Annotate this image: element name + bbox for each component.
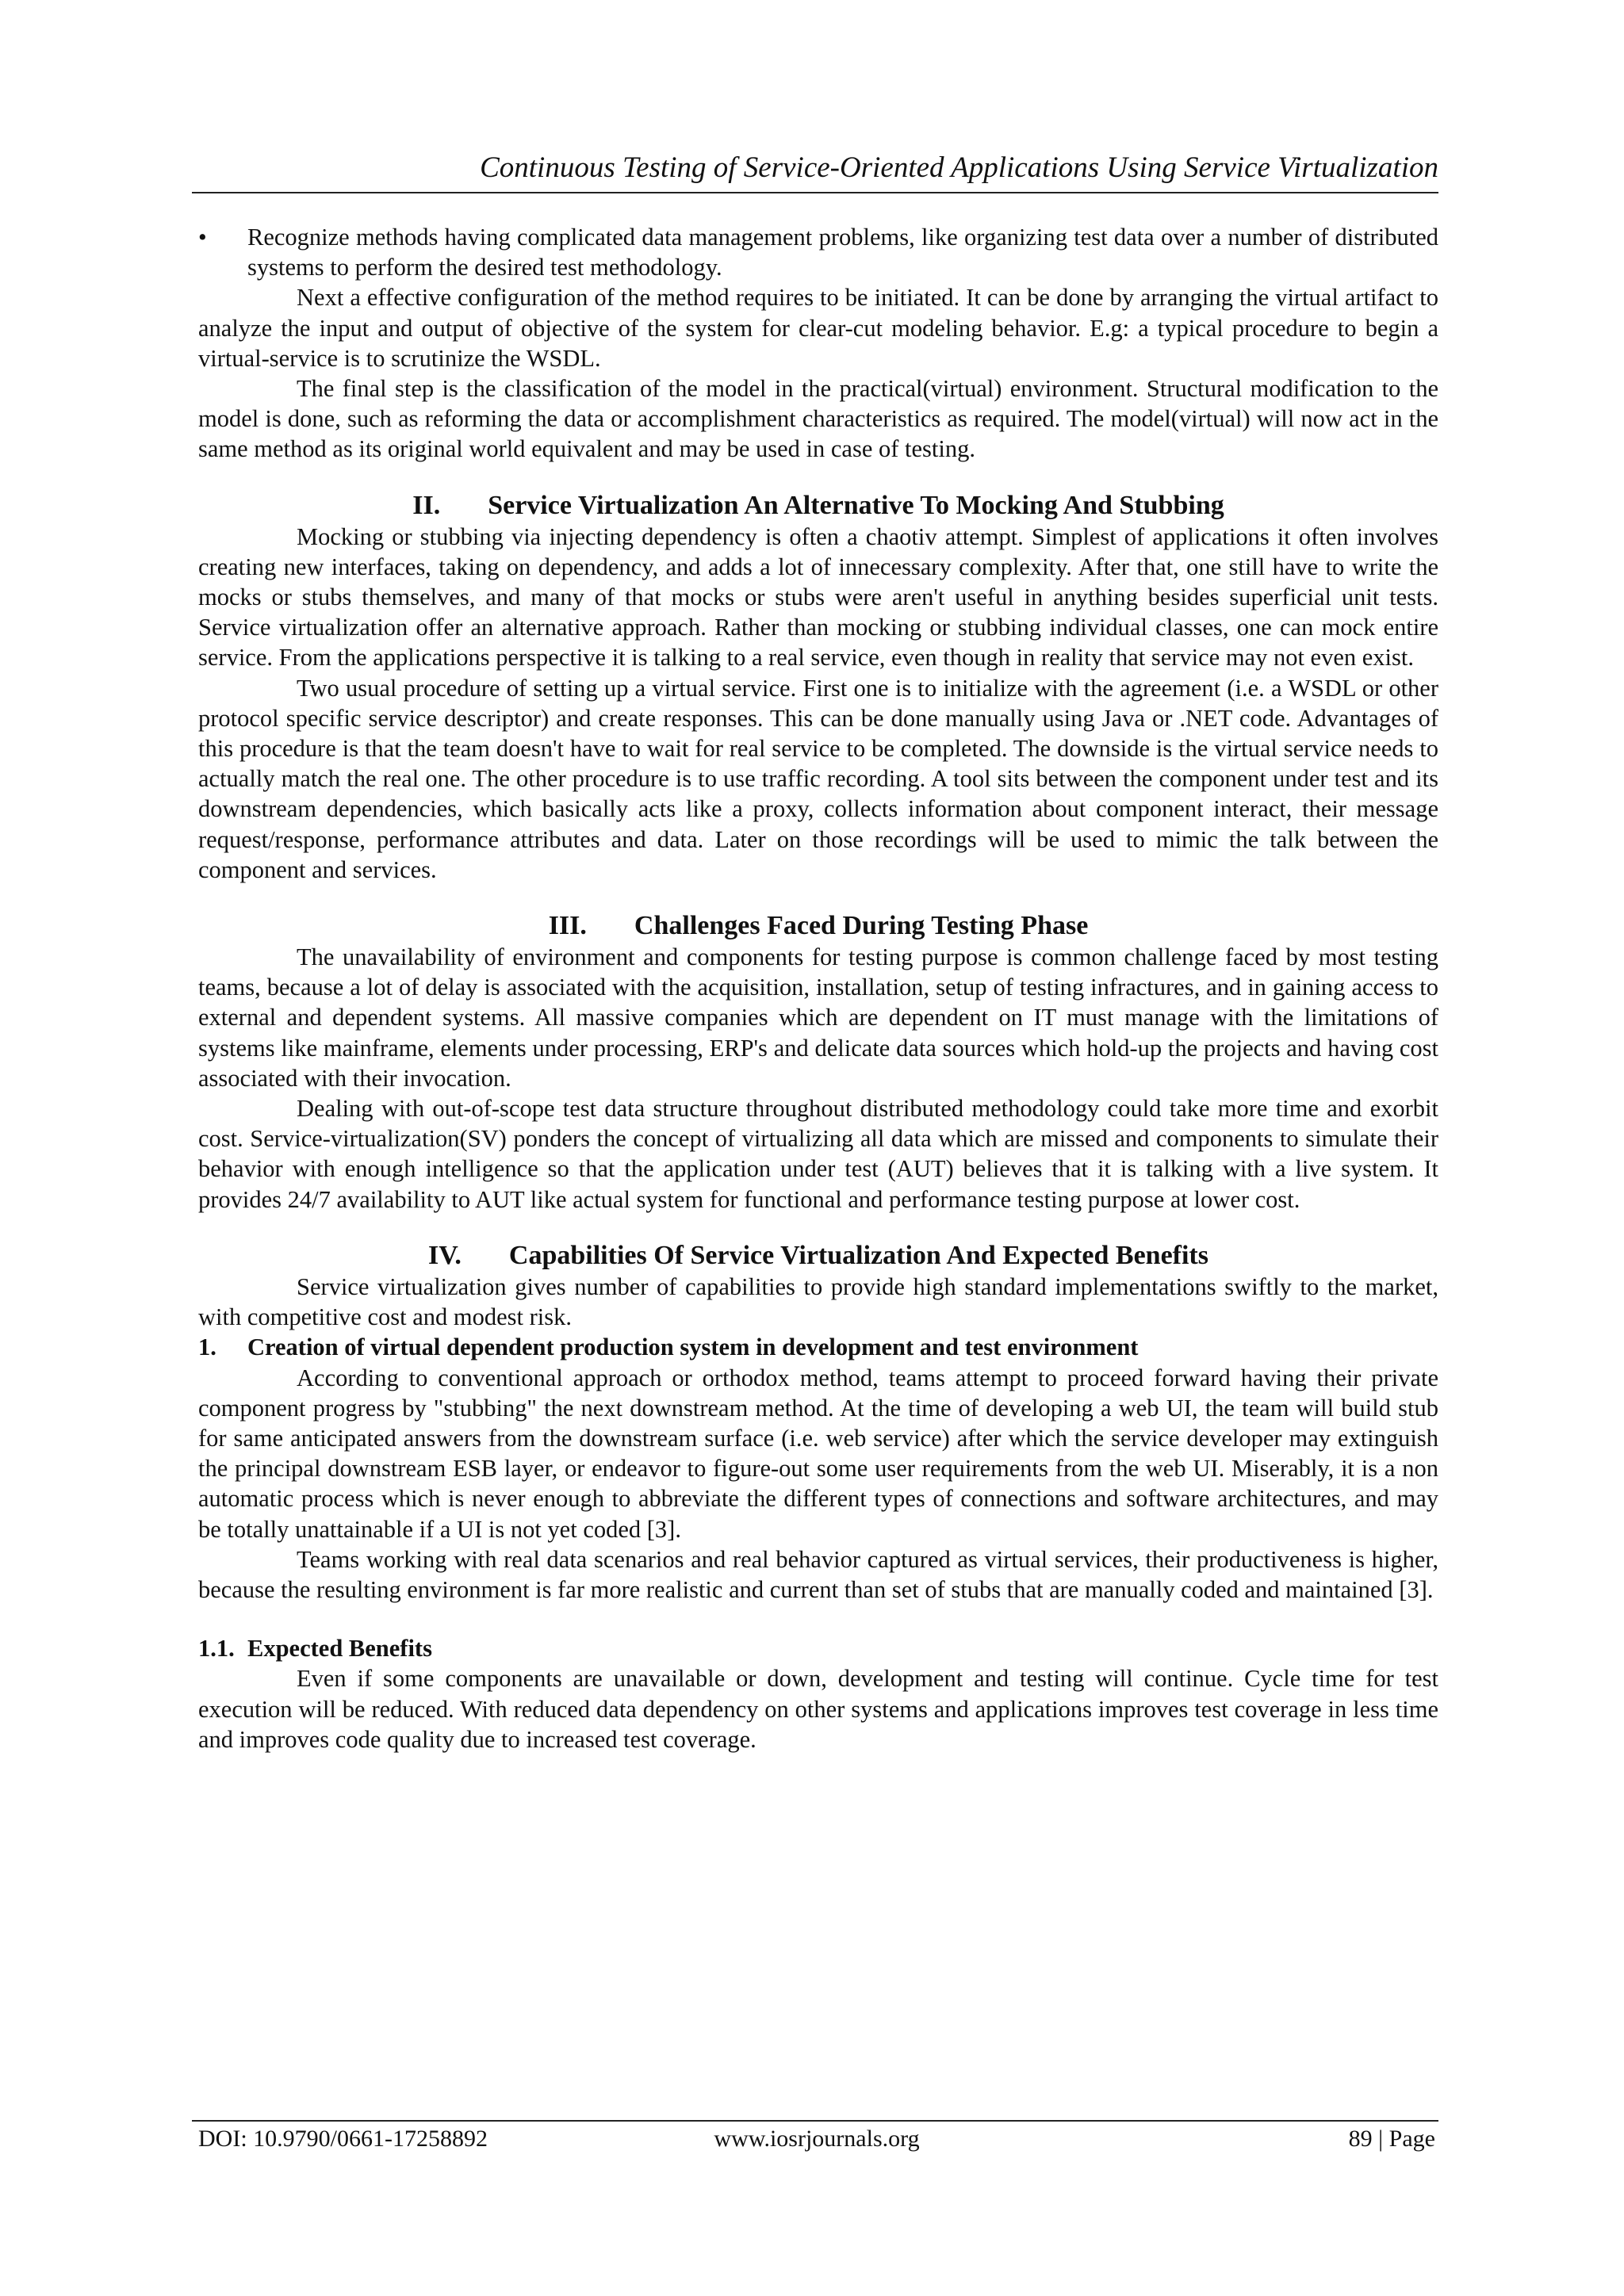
paragraph: Service virtualization gives number of capabilities to provide high standard implementations swiftly to the market, with competitive cost and modest risk. (198, 1272, 1438, 1331)
bullet-item (198, 222, 1438, 282)
subsection-heading-1-1 (198, 1633, 1438, 1663)
paragraph: According to conventional approach or orthodox method, teams attempt to proceed forward having their private component progress by "stubbing" the next downstream method. At the time of developing a web UI, the team will build stub for same anticipated answers from the downstream surface (i.e. web service) after which the service developer may extinguish the principal downstream ESB layer, or endeavor to figure-out some user requirements from the web UI. Miserably, it is a non automatic process which is never enough to abbreviate the different types of connections and software architectures, and may be totally unattainable if a UI is not yet coded [3]. (198, 1364, 1438, 1543)
section-number: II. (412, 490, 441, 520)
section-number: IV. (428, 1240, 462, 1270)
paragraph: Mocking or stubbing via injecting dependency is often a chaotiv attempt. Simplest of applications it often involves creating new interfaces, taking on dependency, and adds a lot of innecessary complexity. After that, one still have to write the mocks or stubs themselves, and many of that mocks or stubs were aren't useful in anything besides superficial unit tests. Service virtualization offer an alternative approach. Rather than mocking or stubbing individual classes, one can mock entire service. From the applications perspective it is talking to a real service, even though in reality that service may not even exist. (198, 522, 1438, 672)
paragraph: Teams working with real data scenarios and real behavior captured as virtual services, their productiveness is higher, because the resulting environment is far more realistic and current than set of stubs that are manually coded and maintained [3]. (198, 1545, 1438, 1603)
subsection-heading-1 (198, 1332, 1438, 1362)
footer-page-number: 89 | Page (1348, 2126, 1435, 2152)
header-rule (192, 192, 1438, 193)
section-title: Service Virtualization An Alternative To Mocking And Stubbing (488, 490, 1224, 520)
bullet-icon: • (198, 224, 207, 251)
paragraph: Even if some components are unavailable or down, development and testing will continue. Cycle time for test execution will be reduced. With reduced data dependency on other systems and applications improves test coverage in less time and improves code quality due to increased test coverage. (198, 1665, 1438, 1753)
paragraph: Dealing with out-of-scope test data structure throughout distributed methodology could take more time and exorbit cost. Service-virtualization(SV) ponders the concept of virtualizing all data which are missed and components to simulate their behavior with enough intelligence so that the application under test (AUT) believes that it is talking with a live system. It provides 24/7 availability to AUT like actual system for functional and performance testing purpose at lower cost. (198, 1095, 1438, 1213)
spacer (198, 1215, 1438, 1240)
paragraph: The final step is the classification of the model in the practical(virtual) environment. Structural modification to the model is done, such as reforming the data or accomplishment characteristics as required. The model(virtual) will now act in the same method as its original world equivalent and may be used in case of testing. (198, 375, 1438, 463)
footer-rule (192, 2120, 1438, 2122)
subsection-number: 1. (198, 1334, 216, 1361)
section-heading-iv (198, 1240, 1438, 1272)
bullet-text: Recognize methods having complicated data management problems, like organizing test data over a number of distributed systems to perform the desired test methodology. (247, 224, 1438, 281)
subsection-number: 1.1. (198, 1635, 235, 1663)
section-heading-iii (198, 910, 1438, 942)
paragraph: The unavailability of environment and components for testing purpose is common challenge faced by most testing teams, because a lot of delay is associated with the acquisition, installation, setup of testing infractures, and in gaining access to external and dependent systems. All massive companies which are dependent on IT must manage with the limitations of systems like mainframe, elements under processing, ERP's and delicate data sources which hold-up the projects and having cost associated with their invocation. (198, 943, 1438, 1092)
spacer (198, 465, 1438, 490)
section-title: Challenges Faced During Testing Phase (634, 911, 1089, 941)
running-header: Continuous Testing of Service-Oriented Applications Using Service Virtualization (480, 151, 1438, 184)
spacer (198, 885, 1438, 910)
paragraph: Next a effective configuration of the method requires to be initiated. It can be done by arranging the virtual artifact to analyze the input and output of objective of the system for clear-cut modeling behavior. E.g: a typical procedure to begin a virtual-service is to scrutinize the WSDL. (198, 284, 1438, 372)
subsection-title: Creation of virtual dependent production system in development and test environment (247, 1334, 1139, 1361)
section-number: III. (548, 911, 587, 941)
footer-website: www.iosrjournals.org (714, 2126, 920, 2152)
subsection-title: Expected Benefits (247, 1635, 432, 1663)
section-title: Capabilities Of Service Virtualization And Expected Benefits (508, 1240, 1208, 1270)
paragraph: Two usual procedure of setting up a virtual service. First one is to initialize with the agreement (i.e. a WSDL or other protocol specific service descriptor) and create responses. This can be done manually using Java or .NET code. Advantages of this procedure is that the team doesn't have to wait for real service to be completed. The downside is the virtual service needs to actually match the real one. The other procedure is to use traffic recording. A tool sits between the component under test and its downstream dependencies, which basically acts like a proxy, collects information about component interact, their message request/response, performance attributes and data. Later on those recordings will be used to mimic the talk between the component and services. (198, 674, 1438, 883)
footer-doi: DOI: 10.9790/0661-17258892 (198, 2126, 488, 2152)
spacer (198, 1605, 1438, 1633)
page-body (198, 222, 1438, 1755)
section-heading-ii (198, 490, 1438, 522)
